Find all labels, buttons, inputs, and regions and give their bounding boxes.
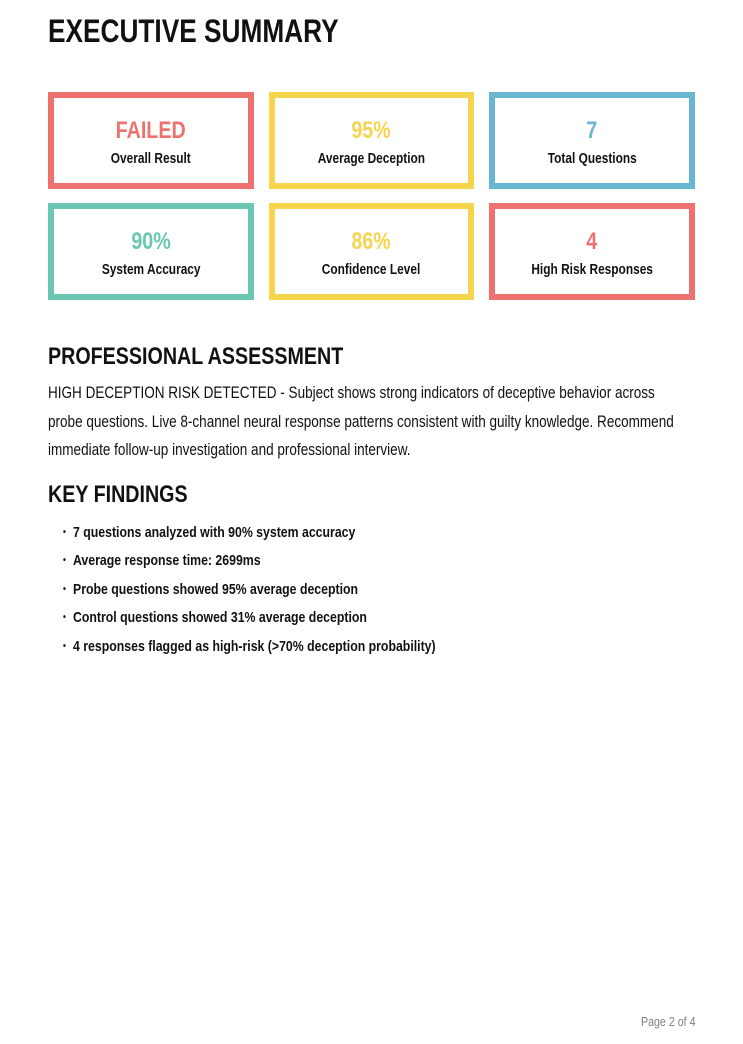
stat-value-text: 90% (131, 228, 171, 255)
stat-value (108, 119, 193, 143)
assessment-line-text: HIGH DECEPTION RISK DETECTED - Subject shows strong indicators of deceptive behavior across (48, 384, 655, 402)
stat-value (347, 230, 395, 254)
stat-label (91, 263, 211, 278)
page-number (629, 1015, 696, 1029)
page-title (48, 12, 695, 50)
stat-value (347, 119, 395, 143)
stat-card-system-accuracy (48, 203, 254, 300)
stat-value-text: 95% (351, 117, 392, 144)
finding-item-text: Average response time: 2699ms (72, 552, 261, 569)
stat-label (518, 263, 666, 278)
finding-item (48, 519, 695, 548)
assessment-heading-text: PROFESSIONAL ASSESSMENT (48, 343, 344, 370)
finding-item-text: 4 responses flagged as high-risk (>70% deception probability) (72, 637, 436, 655)
stat-label (538, 152, 647, 167)
stat-label (102, 152, 200, 167)
stat-card-total-questions (489, 92, 695, 189)
bullet-icon: • (63, 612, 66, 623)
stat-label (306, 152, 437, 167)
findings-heading-text: KEY FINDINGS (48, 480, 188, 508)
assessment-paragraph (48, 379, 695, 465)
stat-label-text: Total Questions (547, 151, 637, 167)
stat-value (127, 230, 175, 254)
assessment-heading (48, 342, 695, 372)
stat-card-high-risk-responses (489, 203, 695, 300)
finding-item-text: 7 questions analyzed with 90% system accuracy (72, 523, 355, 541)
finding-item (48, 633, 695, 662)
findings-list (48, 519, 695, 662)
bullet-icon: • (63, 526, 66, 538)
assessment-line (48, 408, 695, 437)
stat-label-text: Confidence Level (322, 262, 421, 278)
stat-label (311, 263, 431, 278)
bullet-icon: • (63, 640, 66, 652)
stat-label-text: Overall Result (110, 151, 191, 167)
finding-item-text: Probe questions showed 95% average deception (72, 580, 358, 598)
page-title-text: EXECUTIVE SUMMARY (48, 13, 339, 49)
page-number-text: Page 2 of 4 (640, 1014, 695, 1029)
bullet-icon: • (63, 583, 66, 595)
stat-value-text: FAILED (115, 117, 186, 144)
finding-item (48, 547, 695, 576)
bullet-icon: • (63, 555, 66, 566)
finding-item (48, 604, 695, 633)
stat-value-text: 7 (586, 117, 598, 144)
stat-label-text: Average Deception (317, 151, 426, 167)
stat-label-text: System Accuracy (101, 262, 201, 278)
stat-label-text: High Risk Responses (531, 262, 653, 278)
assessment-line-text: probe questions. Live 8-channel neural response patterns consistent with guilty knowledge. Recommend (48, 412, 674, 431)
stat-card-confidence-level (269, 203, 475, 300)
stat-value (585, 119, 598, 143)
finding-item (48, 576, 695, 605)
findings-heading (48, 480, 695, 510)
stat-value-text: 86% (351, 228, 392, 255)
assessment-line-text: immediate follow-up investigation and professional interview. (48, 441, 411, 459)
stat-card-overall-result (48, 92, 254, 189)
report-page (0, 12, 743, 1044)
assessment-line (48, 379, 695, 408)
stat-value (585, 230, 598, 254)
stat-value-text: 4 (586, 228, 598, 255)
assessment-line (48, 436, 695, 465)
stat-card-average-deception (269, 92, 475, 189)
stat-cards-grid (48, 92, 695, 300)
finding-item-text: Control questions showed 31% average deception (72, 609, 367, 626)
